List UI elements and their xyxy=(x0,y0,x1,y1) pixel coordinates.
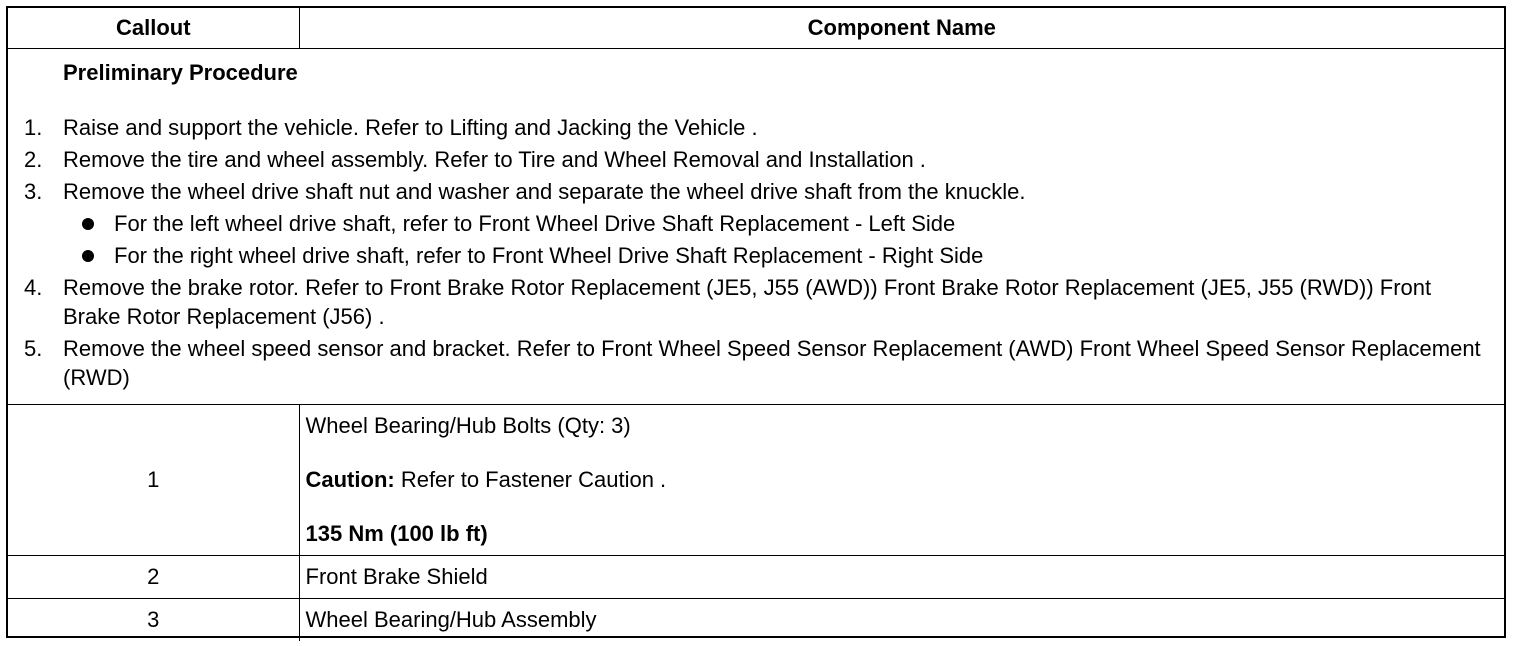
bullet-dot-icon xyxy=(82,250,94,262)
caution-text: Refer to Fastener Caution . xyxy=(394,467,667,492)
procedure-step xyxy=(24,273,1494,331)
step-text: Remove the tire and wheel assembly. Refer to Tire and Wheel Removal and Installation . xyxy=(63,147,926,172)
table-header-row xyxy=(8,8,1504,49)
torque-spec: 135 Nm (100 lb ft) xyxy=(305,521,488,546)
procedure-step xyxy=(24,113,1494,142)
preliminary-procedure-cell xyxy=(8,49,1504,405)
procedure-bullet xyxy=(82,209,1494,238)
callout-cell: 3 xyxy=(8,599,299,641)
component-table xyxy=(8,8,1504,641)
step-number: 2. xyxy=(24,147,43,172)
preliminary-procedure-row xyxy=(8,49,1504,405)
step-number: 5. xyxy=(24,336,43,361)
step-text: Remove the wheel drive shaft nut and washer and separate the wheel drive shaft from the knuckle. xyxy=(63,179,1026,204)
step-text: Raise and support the vehicle. Refer to Lifting and Jacking the Vehicle . xyxy=(63,115,758,140)
procedure-step xyxy=(24,177,1494,206)
caution-note xyxy=(306,465,1505,495)
table-row xyxy=(8,556,1504,599)
bullet-text: For the right wheel drive shaft, refer to Front Wheel Drive Shaft Replacement - Right Side xyxy=(114,243,984,268)
bullet-text: For the left wheel drive shaft, refer to Front Wheel Drive Shaft Replacement - Left Side xyxy=(114,211,956,236)
table-row xyxy=(8,405,1504,556)
step-number: 1. xyxy=(24,115,43,140)
component-name-cell: Front Brake Shield xyxy=(299,556,1504,599)
step-number: 3. xyxy=(24,179,43,204)
step-text: Remove the wheel speed sensor and bracket. Refer to Front Wheel Speed Sensor Replacement (AWD) Front Wheel Speed Sensor Replacement (RWD) xyxy=(63,336,1481,390)
component-table-frame xyxy=(6,6,1506,638)
component-name-header: Component Name xyxy=(299,8,1504,49)
callout-cell: 2 xyxy=(8,556,299,599)
component-name-cell: Wheel Bearing/Hub Assembly xyxy=(299,599,1504,641)
preliminary-procedure-title: Preliminary Procedure xyxy=(63,60,298,85)
procedure-bullet xyxy=(82,241,1494,270)
procedure-step xyxy=(24,145,1494,174)
component-name-cell xyxy=(299,405,1504,556)
table-row xyxy=(8,599,1504,641)
caution-label: Caution: xyxy=(305,467,395,492)
component-name: Wheel Bearing/Hub Bolts (Qty: 3) xyxy=(305,413,631,438)
step-number: 4. xyxy=(24,275,43,300)
bullet-dot-icon xyxy=(82,218,94,230)
callout-cell: 1 xyxy=(8,405,299,556)
step-text: Remove the brake rotor. Refer to Front Brake Rotor Replacement (JE5, J55 (AWD)) Front Brake Rotor Replacement (JE5, J55 (RWD)) Front Brake Rotor Replacement (J56) . xyxy=(63,275,1432,329)
procedure-step xyxy=(24,334,1494,392)
callout-header: Callout xyxy=(8,8,299,49)
